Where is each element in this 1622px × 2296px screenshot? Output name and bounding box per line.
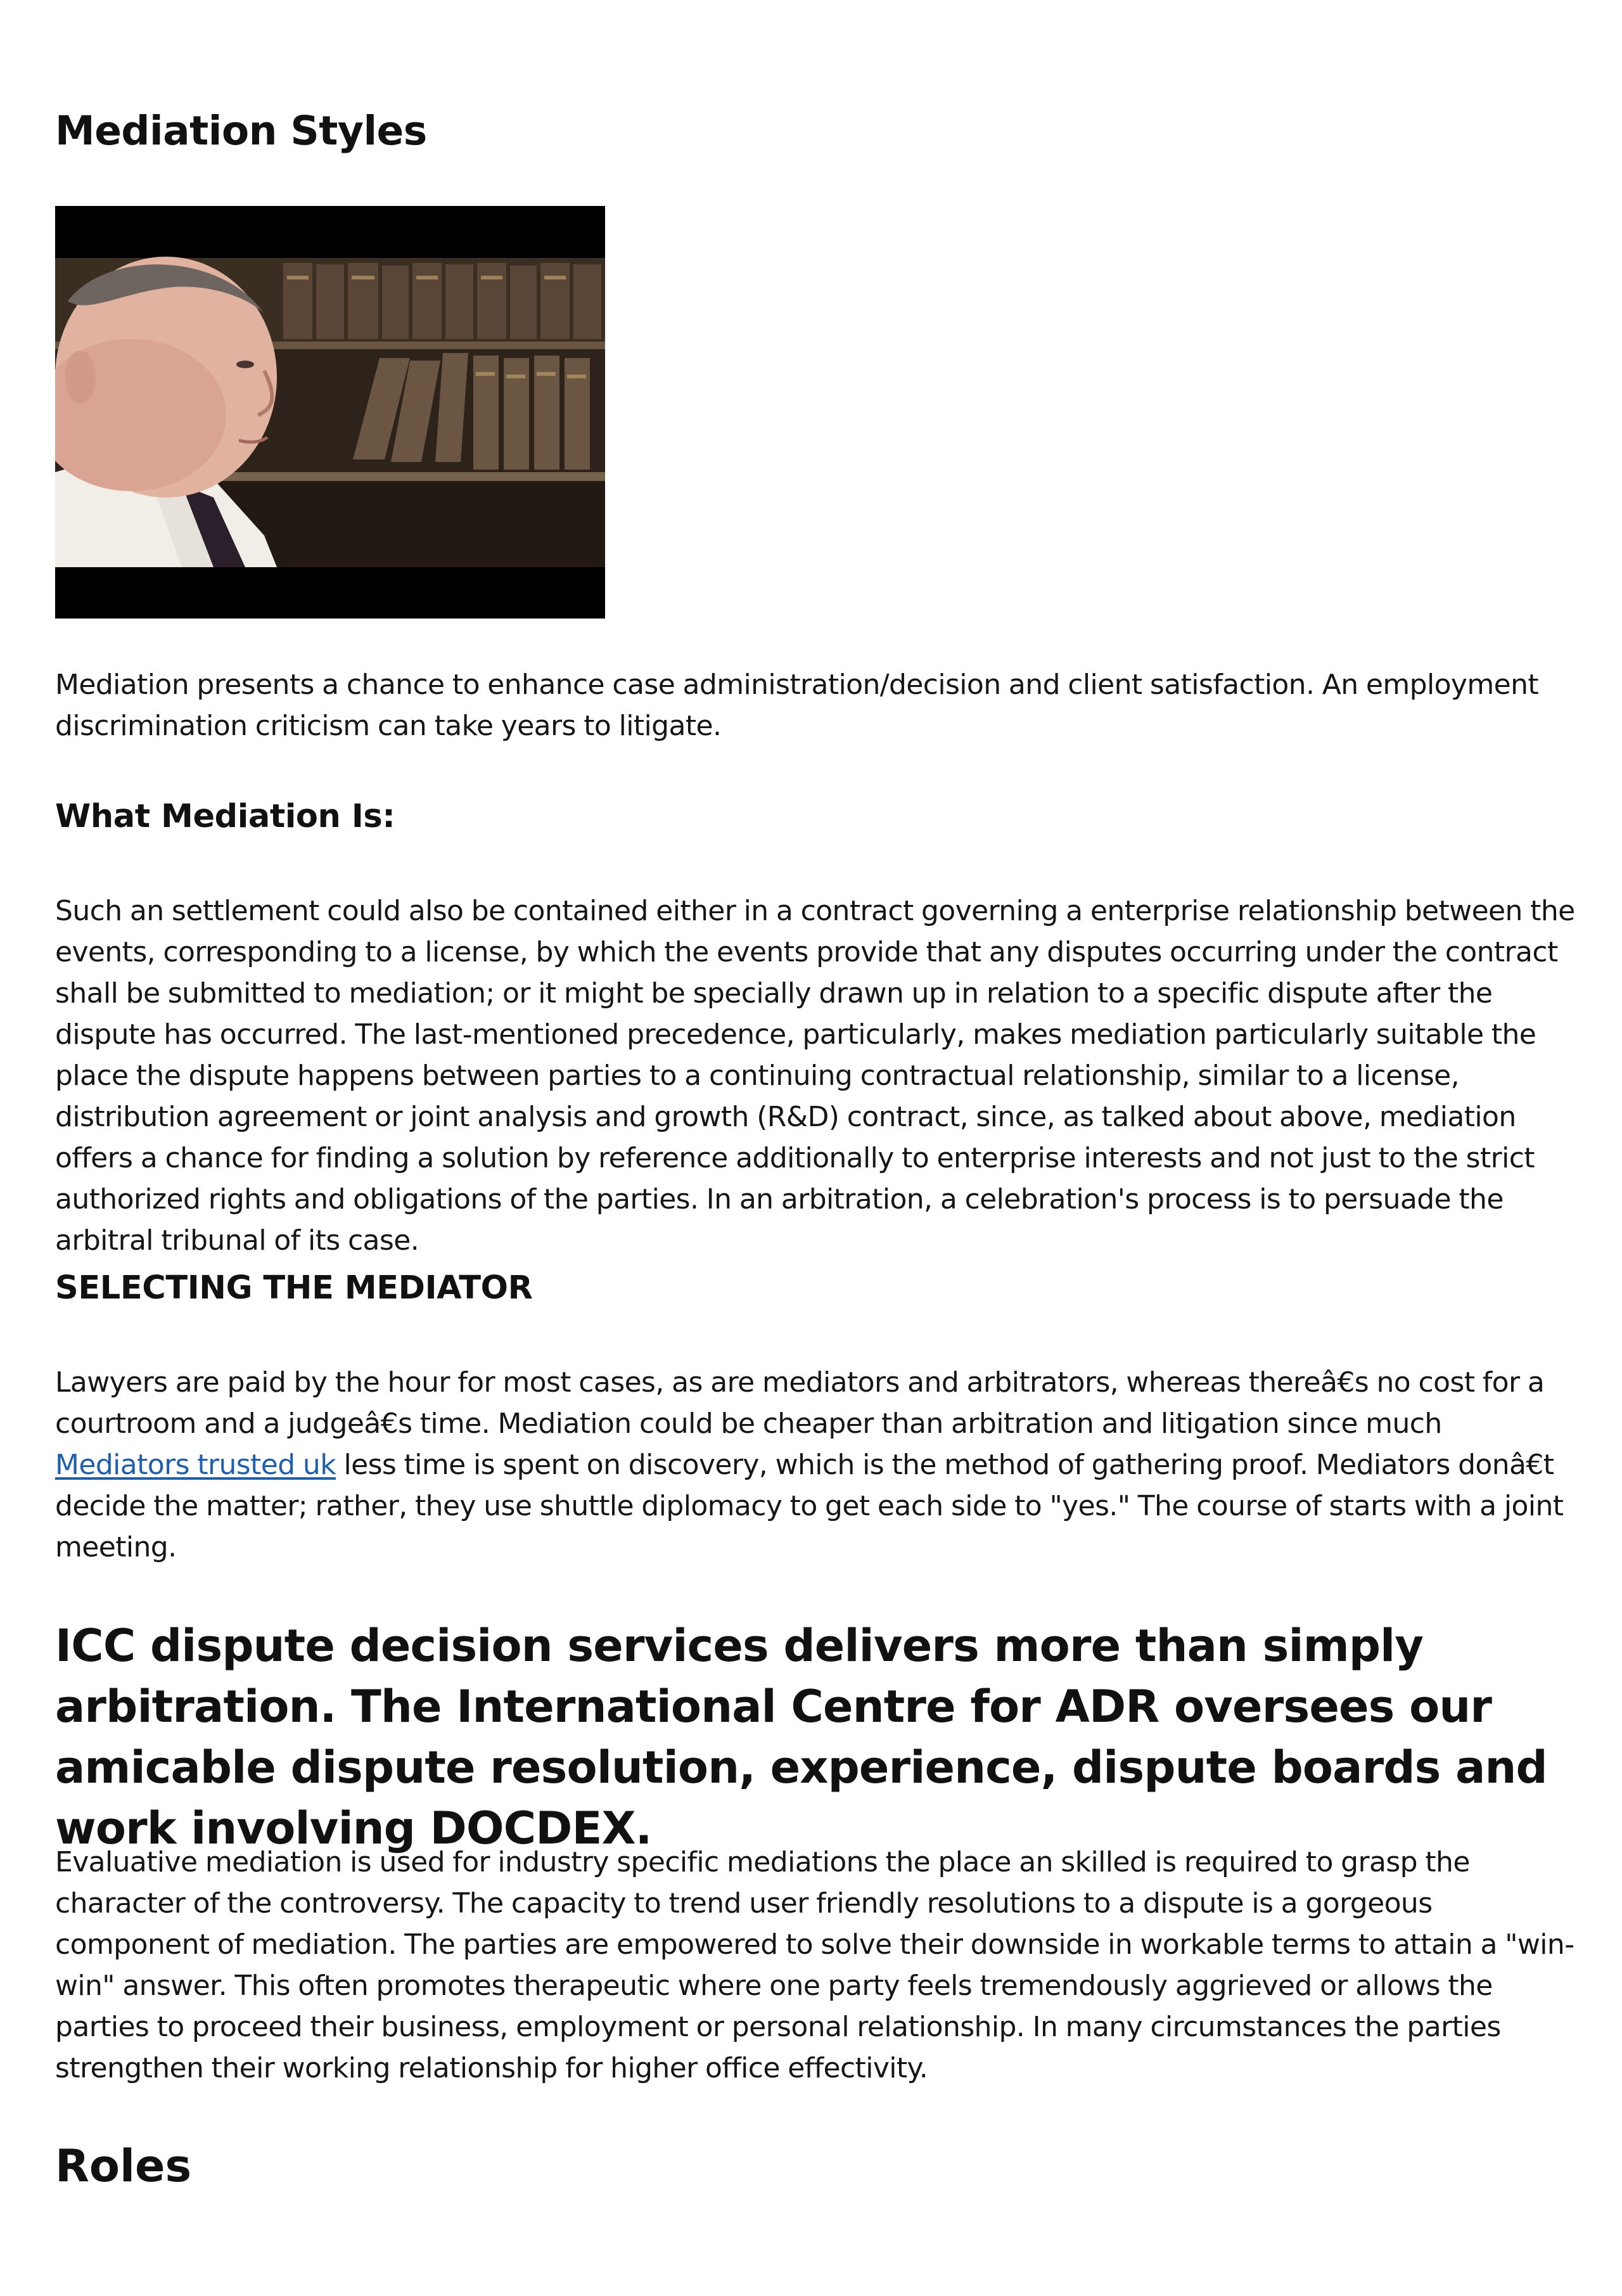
selecting-text-start: Lawyers are paid by the hour for most cases, as are mediators and arbitrators, whereas thereâ€s no cost for a courtroom and a judgeâ€s time. Mediation could be cheaper than arbitration and litigation since much: [55, 1366, 1545, 1440]
evaluative-paragraph: Evaluative mediation is used for industry specific mediations the place an skilled is required to grasp the character of the controversy. The capacity to trend user friendly resolutions to a dispute is a gorgeous component of mediation. The parties are empowered to solve their downside in workable terms to attain a "win-win" answer. This often promotes therapeutic where one party feels tremendously aggrieved or allows the parties to proceed their business, employment or personal relationship. In many circumstances the parties strengthen their working relationship for higher office effectivity.: [55, 1846, 1574, 2084]
heading-icc-services: ICC dispute decision services delivers more than simply arbitration. The International Centre for ADR oversees our amicable dispute resolution, experience, dispute boards and work involving DOCDEX.: [55, 1620, 1547, 1854]
hero-image: [55, 206, 605, 619]
intro-paragraph: Mediation presents a chance to enhance case administration/decision and client satisfaction. An employment discrimination criticism can take years to litigate.: [55, 669, 1539, 742]
heading-what-mediation-is: What Mediation Is:: [55, 798, 395, 835]
mediators-link[interactable]: Mediators trusted uk: [55, 1449, 336, 1481]
what-mediation-paragraph: Such an settlement could also be contained either in a contract governing a enterprise relationship between the events, corresponding to a license, by which the events provide that any disputes occurring under the contract shall be submitted to mediation; or it might be specially drawn up in relation to a specific dispute after the dispute has occurred. The last-mentioned precedence, particularly, makes mediation particularly suitable the place the dispute happens between parties to a continuing contractual relationship, similar to a license, distribution agreement or joint analysis and growth (R&D) contract, since, as talked about above, mediation offers a chance for finding a solution by reference additionally to enterprise interests and not just to the strict authorized rights and obligations of the parties. In an arbitration, a celebration's process is to persuade the arbitral tribunal of its case.: [55, 895, 1575, 1257]
heading-selecting-mediator: SELECTING THE MEDIATOR: [55, 1269, 533, 1307]
selecting-text-end: less time is spent on discovery, which is the method of gathering proof. Mediators donâ€t decide the matter; rather, they use shuttle diplomacy to get each side to "yes." The course of starts with a joint meeting.: [55, 1449, 1564, 1563]
heading-roles: Roles: [55, 2140, 192, 2192]
page-title: Mediation Styles: [55, 108, 427, 154]
selecting-paragraph: [55, 1362, 1579, 1568]
